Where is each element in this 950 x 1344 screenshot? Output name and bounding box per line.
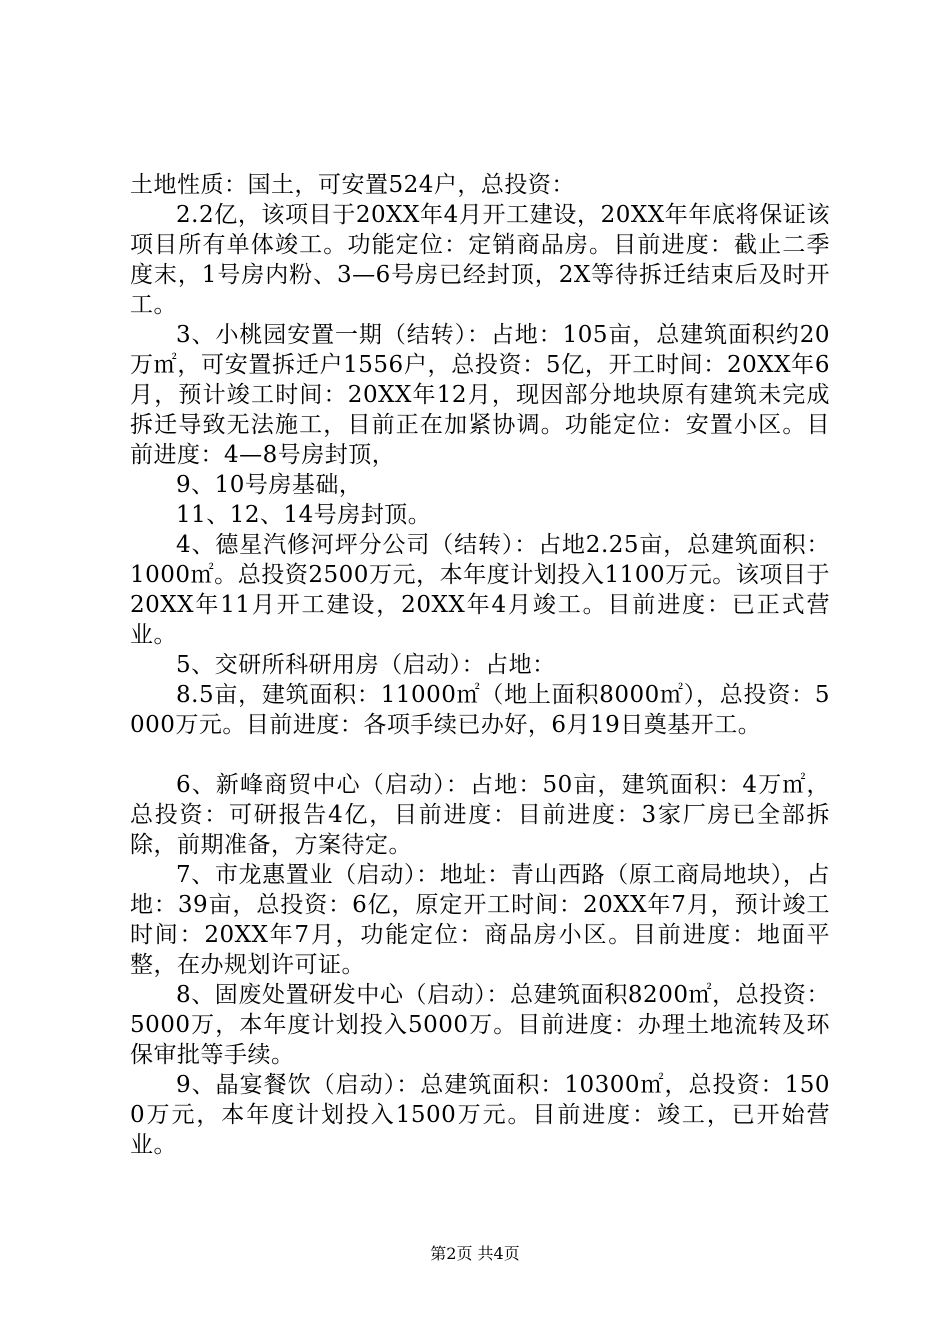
document-body — [130, 170, 830, 1160]
paragraph-investment-progress: 2.2亿，该项目于20XX年4月开工建设，20XX年年底将保证该项目所有单体竣工。功能定位：定销商品房。目前进度：截止二季度末，1号房内粉、3—6号房已经封顶，2X等待拆迁结束后及时开工。 — [130, 202, 830, 318]
paragraph-building-9-10: 9、10号房基础， — [176, 472, 363, 498]
paragraph-building-11-14: 11、12、14号房封顶。 — [176, 502, 432, 528]
paragraph-gufei: 8、固废处置研发中心（启动）：总建筑面积8200㎡，总投资：5000万，本年度计划投入5000万。目前进度：办理土地流转及环保审批等手续。 — [130, 982, 830, 1068]
paragraph-jingyan: 9、晶宴餐饮（启动）：总建筑面积：10300㎡，总投资：1500万元，本年度计划投入1500万元。目前进度：竣工，已开始营业。 — [130, 1072, 830, 1158]
paragraph-spacer — [130, 740, 830, 770]
paragraph-jiaoyansuo: 5、交研所科研用房（启动）：占地： — [176, 652, 556, 678]
page-number-footer: 第2页 共4页 — [430, 1244, 520, 1263]
paragraph-longhui: 7、市龙惠置业（启动）：地址：青山西路（原工商局地块），占地：39亩，总投资：6亿，原定开工时间：20XX年7月，预计竣工时间：20XX年7月，功能定位：商品房小区。目前进度：地面平整，在办规划许可证。 — [130, 862, 830, 978]
paragraph-jiaoyansuo-detail: 8.5亩，建筑面积：11000㎡（地上面积8000㎡），总投资：5000万元。目前进度：各项手续已办好，6月19日奠基开工。 — [130, 682, 830, 738]
paragraph-xiaotaoyuan: 3、小桃园安置一期（结转）：占地：105亩，总建筑面积约20万㎡，可安置拆迁户1556户，总投资：5亿，开工时间：20XX年6月，预计竣工时间：20XX年12月，现因部分地块原有建筑未完成拆迁导致无法施工，目前正在加紧协调。功能定位：安置小区。目前进度：4—8号房封顶， — [130, 322, 830, 468]
paragraph-dexing: 4、德星汽修河坪分公司（结转）：占地2.25亩，总建筑面积：1000㎡。总投资2500万元，本年度计划投入1100万元。该项目于20XX年11月开工建设，20XX年4月竣工。目前进度：已正式营业。 — [130, 532, 830, 648]
paragraph-xinfeng: 6、新峰商贸中心（启动）：占地：50亩，建筑面积：4万㎡，总投资：可研报告4亿，目前进度：目前进度：3家厂房已全部拆除，前期准备，方案待定。 — [130, 772, 830, 858]
paragraph-land-nature: 土地性质：国土，可安置524户，总投资： — [130, 172, 575, 198]
